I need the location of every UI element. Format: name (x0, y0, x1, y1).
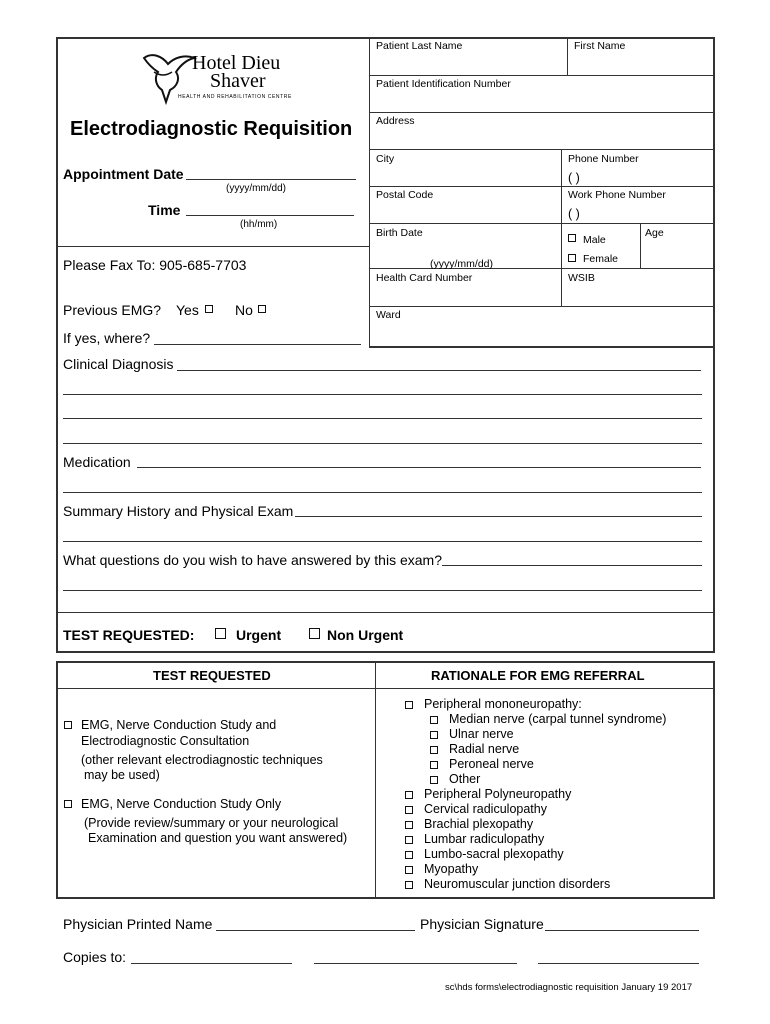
physician-name-field[interactable] (216, 930, 415, 931)
fax-divider (57, 246, 369, 247)
patient-last-name-label: Patient Last Name (376, 40, 463, 52)
rationale-checkbox[interactable] (430, 761, 438, 769)
work-phone-area-code[interactable]: ( ) (568, 207, 580, 221)
option2-line1: EMG, Nerve Conduction Study Only (81, 797, 282, 811)
medication-field[interactable] (137, 467, 701, 468)
clinical-diagnosis-line[interactable] (63, 418, 702, 419)
form-title: Electrodiagnostic Requisition (70, 118, 353, 140)
questions-line[interactable] (63, 590, 702, 591)
divider (561, 149, 562, 306)
urgent-checkbox[interactable] (215, 628, 226, 639)
rationale-checkbox[interactable] (430, 776, 438, 784)
rationale-header: RATIONALE FOR EMG REFERRAL (431, 668, 645, 683)
clinical-diagnosis-label: Clinical Diagnosis (63, 356, 174, 372)
previous-emg-label: Previous EMG? (63, 302, 162, 318)
health-card-label: Health Card Number (376, 272, 473, 284)
rationale-checkbox[interactable] (405, 701, 413, 709)
female-checkbox[interactable] (568, 254, 576, 262)
postal-code-label: Postal Code (376, 189, 434, 201)
non-urgent-label: Non Urgent (327, 627, 404, 643)
birth-date-label: Birth Date (376, 227, 423, 239)
copies-label: Copies to: (63, 949, 127, 965)
rationale-item: Myopathy (424, 862, 479, 876)
appointment-date-field[interactable] (186, 179, 356, 180)
male-label: Male (583, 234, 606, 246)
logo-line1: Hotel Dieu (192, 52, 281, 74)
rationale-checkbox[interactable] (405, 866, 413, 874)
physician-signature-label: Physician Signature (420, 916, 544, 932)
emg-no-label: No (235, 302, 253, 318)
non-urgent-checkbox[interactable] (309, 628, 320, 639)
patient-id-label: Patient Identification Number (376, 78, 511, 90)
divider (369, 223, 714, 224)
logo-line2: Shaver (210, 70, 266, 92)
test-requested-header: TEST REQUESTED (153, 668, 271, 683)
clinical-diagnosis-line[interactable] (63, 394, 702, 395)
city-label: City (376, 153, 395, 165)
phone-area-code[interactable]: ( ) (568, 171, 580, 185)
rationale-checkbox[interactable] (430, 716, 438, 724)
rationale-item: Neuromuscular junction disorders (424, 877, 611, 891)
urgent-label: Urgent (236, 627, 282, 643)
appointment-date-label: Appointment Date (63, 166, 184, 182)
rationale-checkbox[interactable] (430, 746, 438, 754)
phone-label: Phone Number (568, 153, 639, 165)
male-checkbox[interactable] (568, 234, 576, 242)
option1-checkbox[interactable] (64, 721, 72, 729)
rationale-checkbox[interactable] (405, 806, 413, 814)
physician-signature-field[interactable] (545, 930, 699, 931)
logo-tagline: HEALTH AND REHABILITATION CENTRE (178, 94, 292, 100)
emg-yes-label: Yes (176, 302, 199, 318)
wsib-label: WSIB (568, 272, 595, 284)
option1-line3: (other relevant electrodiagnostic techniques (81, 753, 323, 767)
rationale-item: Median nerve (carpal tunnel syndrome) (449, 712, 667, 726)
female-label: Female (583, 253, 619, 265)
table-header-divider (57, 688, 714, 689)
clinical-diagnosis-field[interactable] (177, 370, 701, 371)
rationale-checkbox[interactable] (405, 881, 413, 889)
rationale-item: Cervical radiculopathy (424, 802, 547, 816)
divider (369, 268, 714, 269)
divider (369, 112, 714, 113)
rationale-item: Brachial plexopathy (424, 817, 534, 831)
emg-yes-checkbox[interactable] (205, 305, 213, 313)
option1-line1: EMG, Nerve Conduction Study and (81, 718, 277, 732)
rationale-item: Peripheral mononeuropathy: (424, 697, 582, 711)
appointment-time-hint: (hh/mm) (240, 219, 278, 230)
divider (369, 186, 714, 187)
footer-file-path: sc\hds forms\electrodiagnostic requisition January 19 2017 (445, 982, 693, 993)
physician-name-label: Physician Printed Name (63, 916, 213, 932)
appointment-date-hint: (yyyy/mm/dd) (226, 183, 286, 194)
option2-line2: (Provide review/summary or your neurological (84, 816, 339, 830)
first-name-label: First Name (574, 40, 626, 52)
divider (567, 38, 568, 75)
appointment-time-label: Time (148, 202, 181, 218)
rationale-checkbox[interactable] (405, 821, 413, 829)
emg-where-field[interactable] (154, 344, 361, 345)
rationale-item: Radial nerve (449, 742, 520, 756)
birth-date-hint: (yyyy/mm/dd) (430, 258, 493, 270)
option2-line3: Examination and question you want answered) (88, 831, 348, 845)
option1-line4: may be used) (84, 768, 160, 782)
fax-number: Please Fax To: 905-685-7703 (63, 257, 247, 273)
rationale-item: Ulnar nerve (449, 727, 514, 741)
rationale-checkbox[interactable] (430, 731, 438, 739)
rationale-item: Lumbar radiculopathy (424, 832, 545, 846)
option1-line2: Electrodiagnostic Consultation (81, 734, 250, 748)
questions-field[interactable] (442, 565, 702, 566)
divider (369, 75, 714, 76)
rationale-item: Peripheral Polyneuropathy (424, 787, 572, 801)
history-field[interactable] (295, 516, 702, 517)
appointment-time-field[interactable] (186, 215, 354, 216)
address-label: Address (376, 115, 415, 127)
history-label: Summary History and Physical Exam (63, 503, 294, 519)
age-label: Age (645, 227, 664, 239)
emg-no-checkbox[interactable] (258, 305, 266, 313)
divider (369, 306, 714, 307)
work-phone-label: Work Phone Number (568, 189, 666, 201)
rationale-checkbox[interactable] (405, 836, 413, 844)
rationale-item: Lumbo-sacral plexopathy (424, 847, 564, 861)
option2-checkbox[interactable] (64, 800, 72, 808)
medication-line[interactable] (63, 492, 702, 493)
copies-field-1[interactable] (131, 963, 292, 964)
rationale-checkbox[interactable] (405, 791, 413, 799)
history-line[interactable] (63, 541, 702, 542)
copies-field-3[interactable] (538, 963, 699, 964)
rationale-checkbox[interactable] (405, 851, 413, 859)
copies-field-2[interactable] (314, 963, 517, 964)
questions-label: What questions do you wish to have answered by this exam? (63, 552, 442, 568)
divider (640, 223, 641, 268)
medication-label: Medication (63, 454, 131, 470)
clinical-diagnosis-line[interactable] (63, 443, 702, 444)
logo (140, 50, 310, 105)
table-column-divider (375, 662, 376, 898)
rationale-item: Other (449, 772, 481, 786)
ward-label: Ward (376, 309, 401, 321)
emg-where-label: If yes, where? (63, 330, 151, 346)
urgency-divider (57, 612, 714, 613)
divider (369, 149, 714, 150)
test-requested-label: TEST REQUESTED: (63, 627, 195, 643)
rationale-item: Peroneal nerve (449, 757, 534, 771)
